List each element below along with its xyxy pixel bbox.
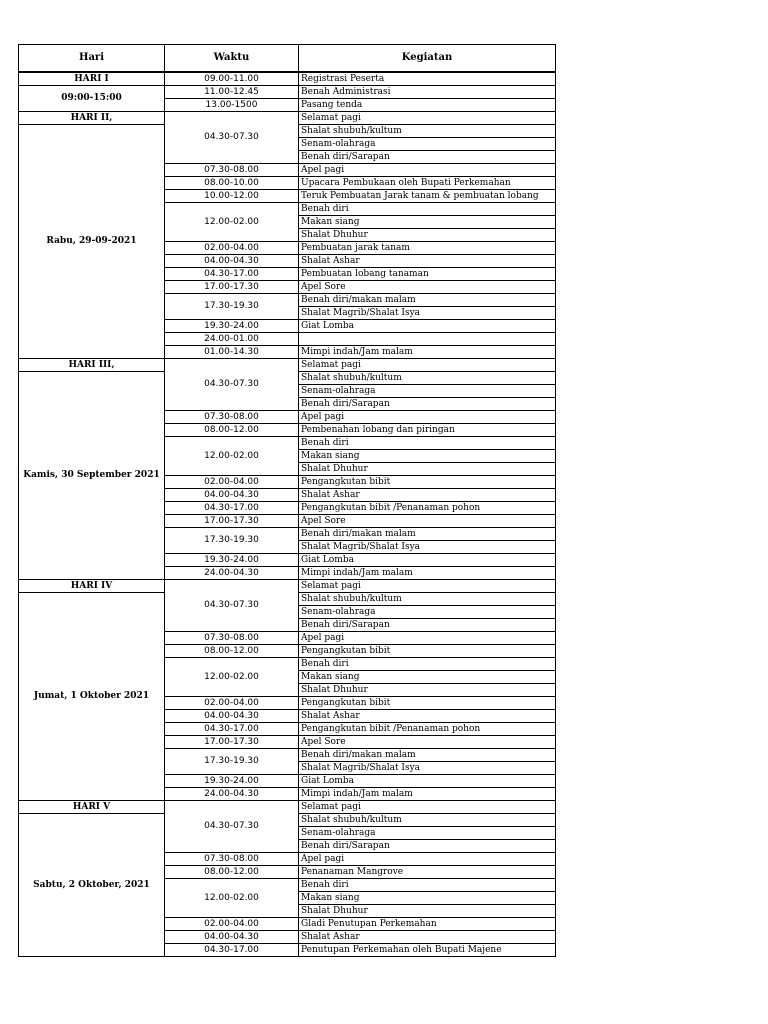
- kegiatan-cell: Shalat shubuh/kultum: [299, 592, 556, 605]
- waktu-cell: 17.00-17.30: [165, 280, 299, 293]
- kegiatan-cell: Selamat pagi: [299, 358, 556, 371]
- kegiatan-cell: Shalat Ashar: [299, 488, 556, 501]
- hari-cell: HARI IV: [19, 579, 165, 592]
- kegiatan-cell: Senam-olahraga: [299, 826, 556, 839]
- kegiatan-cell: Mimpi indah/Jam malam: [299, 787, 556, 800]
- hari-cell: Sabtu, 2 Oktober, 2021: [19, 813, 165, 956]
- kegiatan-cell: Shalat Dhuhur: [299, 462, 556, 475]
- waktu-cell: 12.00-02.00: [165, 436, 299, 475]
- waktu-cell: 08.00-10.00: [165, 176, 299, 189]
- waktu-cell: 02.00-04.00: [165, 696, 299, 709]
- hari-cell: Jumat, 1 Oktober 2021: [19, 592, 165, 800]
- hari-cell: HARI III,: [19, 358, 165, 371]
- waktu-cell: 17.30-19.30: [165, 293, 299, 319]
- kegiatan-cell: Apel pagi: [299, 410, 556, 423]
- table-row: [19, 800, 556, 813]
- waktu-cell: 12.00-02.00: [165, 657, 299, 696]
- schedule-sheet: [18, 44, 555, 957]
- waktu-cell: 07.30-08.00: [165, 631, 299, 644]
- kegiatan-cell: Mimpi indah/Jam malam: [299, 345, 556, 358]
- kegiatan-cell: Apel Sore: [299, 280, 556, 293]
- kegiatan-cell: Mimpi indah/Jam malam: [299, 566, 556, 579]
- kegiatan-cell: Pembuatan jarak tanam: [299, 241, 556, 254]
- waktu-cell: 17.00-17.30: [165, 735, 299, 748]
- table-row: [19, 579, 556, 592]
- kegiatan-cell: Shalat Magrib/Shalat Isya: [299, 761, 556, 774]
- header-row: [19, 45, 556, 72]
- kegiatan-cell: Shalat shubuh/kultum: [299, 813, 556, 826]
- schedule-body: [19, 72, 556, 957]
- kegiatan-cell: Makan siang: [299, 215, 556, 228]
- waktu-cell: 04.00-04.30: [165, 488, 299, 501]
- kegiatan-cell: Benah diri/makan malam: [299, 293, 556, 306]
- kegiatan-cell: Giat Lomba: [299, 774, 556, 787]
- kegiatan-cell: Shalat Magrib/Shalat Isya: [299, 306, 556, 319]
- hari-cell: 09:00-15:00: [19, 85, 165, 111]
- kegiatan-cell: Apel Sore: [299, 735, 556, 748]
- table-row: [19, 111, 556, 124]
- kegiatan-cell: Penanaman Mangrove: [299, 865, 556, 878]
- waktu-cell: 08.00-12.00: [165, 865, 299, 878]
- kegiatan-cell: Giat Lomba: [299, 553, 556, 566]
- kegiatan-cell: Giat Lomba: [299, 319, 556, 332]
- kegiatan-cell: Makan siang: [299, 449, 556, 462]
- kegiatan-cell: Makan siang: [299, 670, 556, 683]
- waktu-cell: 04.30-07.30: [165, 800, 299, 852]
- kegiatan-cell: Apel pagi: [299, 631, 556, 644]
- hari-cell: HARI I: [19, 72, 165, 86]
- waktu-cell: 07.30-08.00: [165, 852, 299, 865]
- kegiatan-cell: Shalat Ashar: [299, 254, 556, 267]
- hari-cell: HARI V: [19, 800, 165, 813]
- kegiatan-cell: Benah diri/Sarapan: [299, 618, 556, 631]
- kegiatan-cell: Senam-olahraga: [299, 137, 556, 150]
- kegiatan-cell: Apel Sore: [299, 514, 556, 527]
- waktu-cell: 04.00-04.30: [165, 930, 299, 943]
- waktu-cell: 04.30-07.30: [165, 358, 299, 410]
- waktu-cell: 24.00-04.30: [165, 566, 299, 579]
- kegiatan-cell: Shalat Dhuhur: [299, 683, 556, 696]
- waktu-cell: 24.00-04.30: [165, 787, 299, 800]
- kegiatan-cell: Shalat shubuh/kultum: [299, 371, 556, 384]
- waktu-cell: 17.30-19.30: [165, 527, 299, 553]
- waktu-cell: 04.30-17.00: [165, 722, 299, 735]
- waktu-cell: 19.30-24.00: [165, 319, 299, 332]
- waktu-cell: 10.00-12.00: [165, 189, 299, 202]
- kegiatan-cell: Makan siang: [299, 891, 556, 904]
- hari-cell: Rabu, 29-09-2021: [19, 124, 165, 358]
- waktu-cell: 07.30-08.00: [165, 410, 299, 423]
- kegiatan-cell: Benah diri/Sarapan: [299, 397, 556, 410]
- waktu-cell: 17.30-19.30: [165, 748, 299, 774]
- kegiatan-cell: Gladi Penutupan Perkemahan: [299, 917, 556, 930]
- table-row: [19, 72, 556, 86]
- waktu-cell: 13.00-1500: [165, 98, 299, 111]
- kegiatan-cell: Teruk Pembuatan Jarak tanam & pembuatan lobang: [299, 189, 556, 202]
- kegiatan-cell: Shalat Dhuhur: [299, 904, 556, 917]
- waktu-cell: 07.30-08.00: [165, 163, 299, 176]
- kegiatan-cell: Registrasi Peserta: [299, 72, 556, 86]
- kegiatan-cell: Pengangkutan bibit: [299, 696, 556, 709]
- waktu-cell: 19.30-24.00: [165, 553, 299, 566]
- waktu-cell: 09.00-11.00: [165, 72, 299, 86]
- kegiatan-cell: Apel pagi: [299, 852, 556, 865]
- kegiatan-cell: Senam-olahraga: [299, 605, 556, 618]
- waktu-cell: 04.30-17.00: [165, 943, 299, 956]
- waktu-cell: 08.00-12.00: [165, 423, 299, 436]
- waktu-cell: 02.00-04.00: [165, 241, 299, 254]
- kegiatan-cell: Penutupan Perkemahan oleh Bupati Majene: [299, 943, 556, 956]
- waktu-cell: 19.30-24.00: [165, 774, 299, 787]
- waktu-cell: 04.30-17.00: [165, 501, 299, 514]
- header-kegiatan: Kegiatan: [299, 45, 556, 72]
- hari-cell: HARI II,: [19, 111, 165, 124]
- kegiatan-cell: Pembuatan lobang tanaman: [299, 267, 556, 280]
- waktu-cell: 17.00-17.30: [165, 514, 299, 527]
- kegiatan-cell: Shalat shubuh/kultum: [299, 124, 556, 137]
- kegiatan-cell: Shalat Dhuhur: [299, 228, 556, 241]
- kegiatan-cell: Upacara Pembukaan oleh Bupati Perkemahan: [299, 176, 556, 189]
- kegiatan-cell: Selamat pagi: [299, 579, 556, 592]
- kegiatan-cell: Benah diri/makan malam: [299, 527, 556, 540]
- header-hari: Hari: [19, 45, 165, 72]
- table-row: [19, 358, 556, 371]
- waktu-cell: 04.00-04.30: [165, 254, 299, 267]
- kegiatan-cell: Pengangkutan bibit /Penanaman pohon: [299, 722, 556, 735]
- waktu-cell: 04.30-07.30: [165, 579, 299, 631]
- schedule-table: [18, 44, 556, 957]
- waktu-cell: 02.00-04.00: [165, 475, 299, 488]
- kegiatan-cell: Pengangkutan bibit: [299, 475, 556, 488]
- kegiatan-cell: Benah Administrasi: [299, 85, 556, 98]
- kegiatan-cell: Pengangkutan bibit /Penanaman pohon: [299, 501, 556, 514]
- kegiatan-cell: Benah diri: [299, 657, 556, 670]
- kegiatan-cell: Benah diri: [299, 202, 556, 215]
- kegiatan-cell: Shalat Magrib/Shalat Isya: [299, 540, 556, 553]
- waktu-cell: 04.30-17.00: [165, 267, 299, 280]
- hari-cell: Kamis, 30 September 2021: [19, 371, 165, 579]
- kegiatan-cell: Benah diri: [299, 878, 556, 891]
- waktu-cell: 02.00-04.00: [165, 917, 299, 930]
- kegiatan-cell: Shalat Ashar: [299, 709, 556, 722]
- kegiatan-cell: Apel pagi: [299, 163, 556, 176]
- waktu-cell: 04.30-07.30: [165, 111, 299, 163]
- kegiatan-cell: Benah diri/makan malam: [299, 748, 556, 761]
- table-row: [19, 85, 556, 98]
- kegiatan-cell: Benah diri/Sarapan: [299, 839, 556, 852]
- kegiatan-cell: Senam-olahraga: [299, 384, 556, 397]
- kegiatan-cell: Selamat pagi: [299, 111, 556, 124]
- kegiatan-cell: Pengangkutan bibit: [299, 644, 556, 657]
- kegiatan-cell: Benah diri/Sarapan: [299, 150, 556, 163]
- header-waktu: Waktu: [165, 45, 299, 72]
- waktu-cell: 01.00-14.30: [165, 345, 299, 358]
- waktu-cell: 11.00-12.45: [165, 85, 299, 98]
- waktu-cell: 08.00-12.00: [165, 644, 299, 657]
- kegiatan-cell: Pembenahan lobang dan piringan: [299, 423, 556, 436]
- kegiatan-cell: Shalat Ashar: [299, 930, 556, 943]
- waktu-cell: 12.00-02.00: [165, 878, 299, 917]
- waktu-cell: 04.00-04.30: [165, 709, 299, 722]
- kegiatan-cell: Pasang tenda: [299, 98, 556, 111]
- waktu-cell: 12.00-02.00: [165, 202, 299, 241]
- kegiatan-cell: Benah diri: [299, 436, 556, 449]
- kegiatan-cell: Selamat pagi: [299, 800, 556, 813]
- waktu-cell: 24.00-01.00: [165, 332, 299, 345]
- kegiatan-cell: [299, 332, 556, 345]
